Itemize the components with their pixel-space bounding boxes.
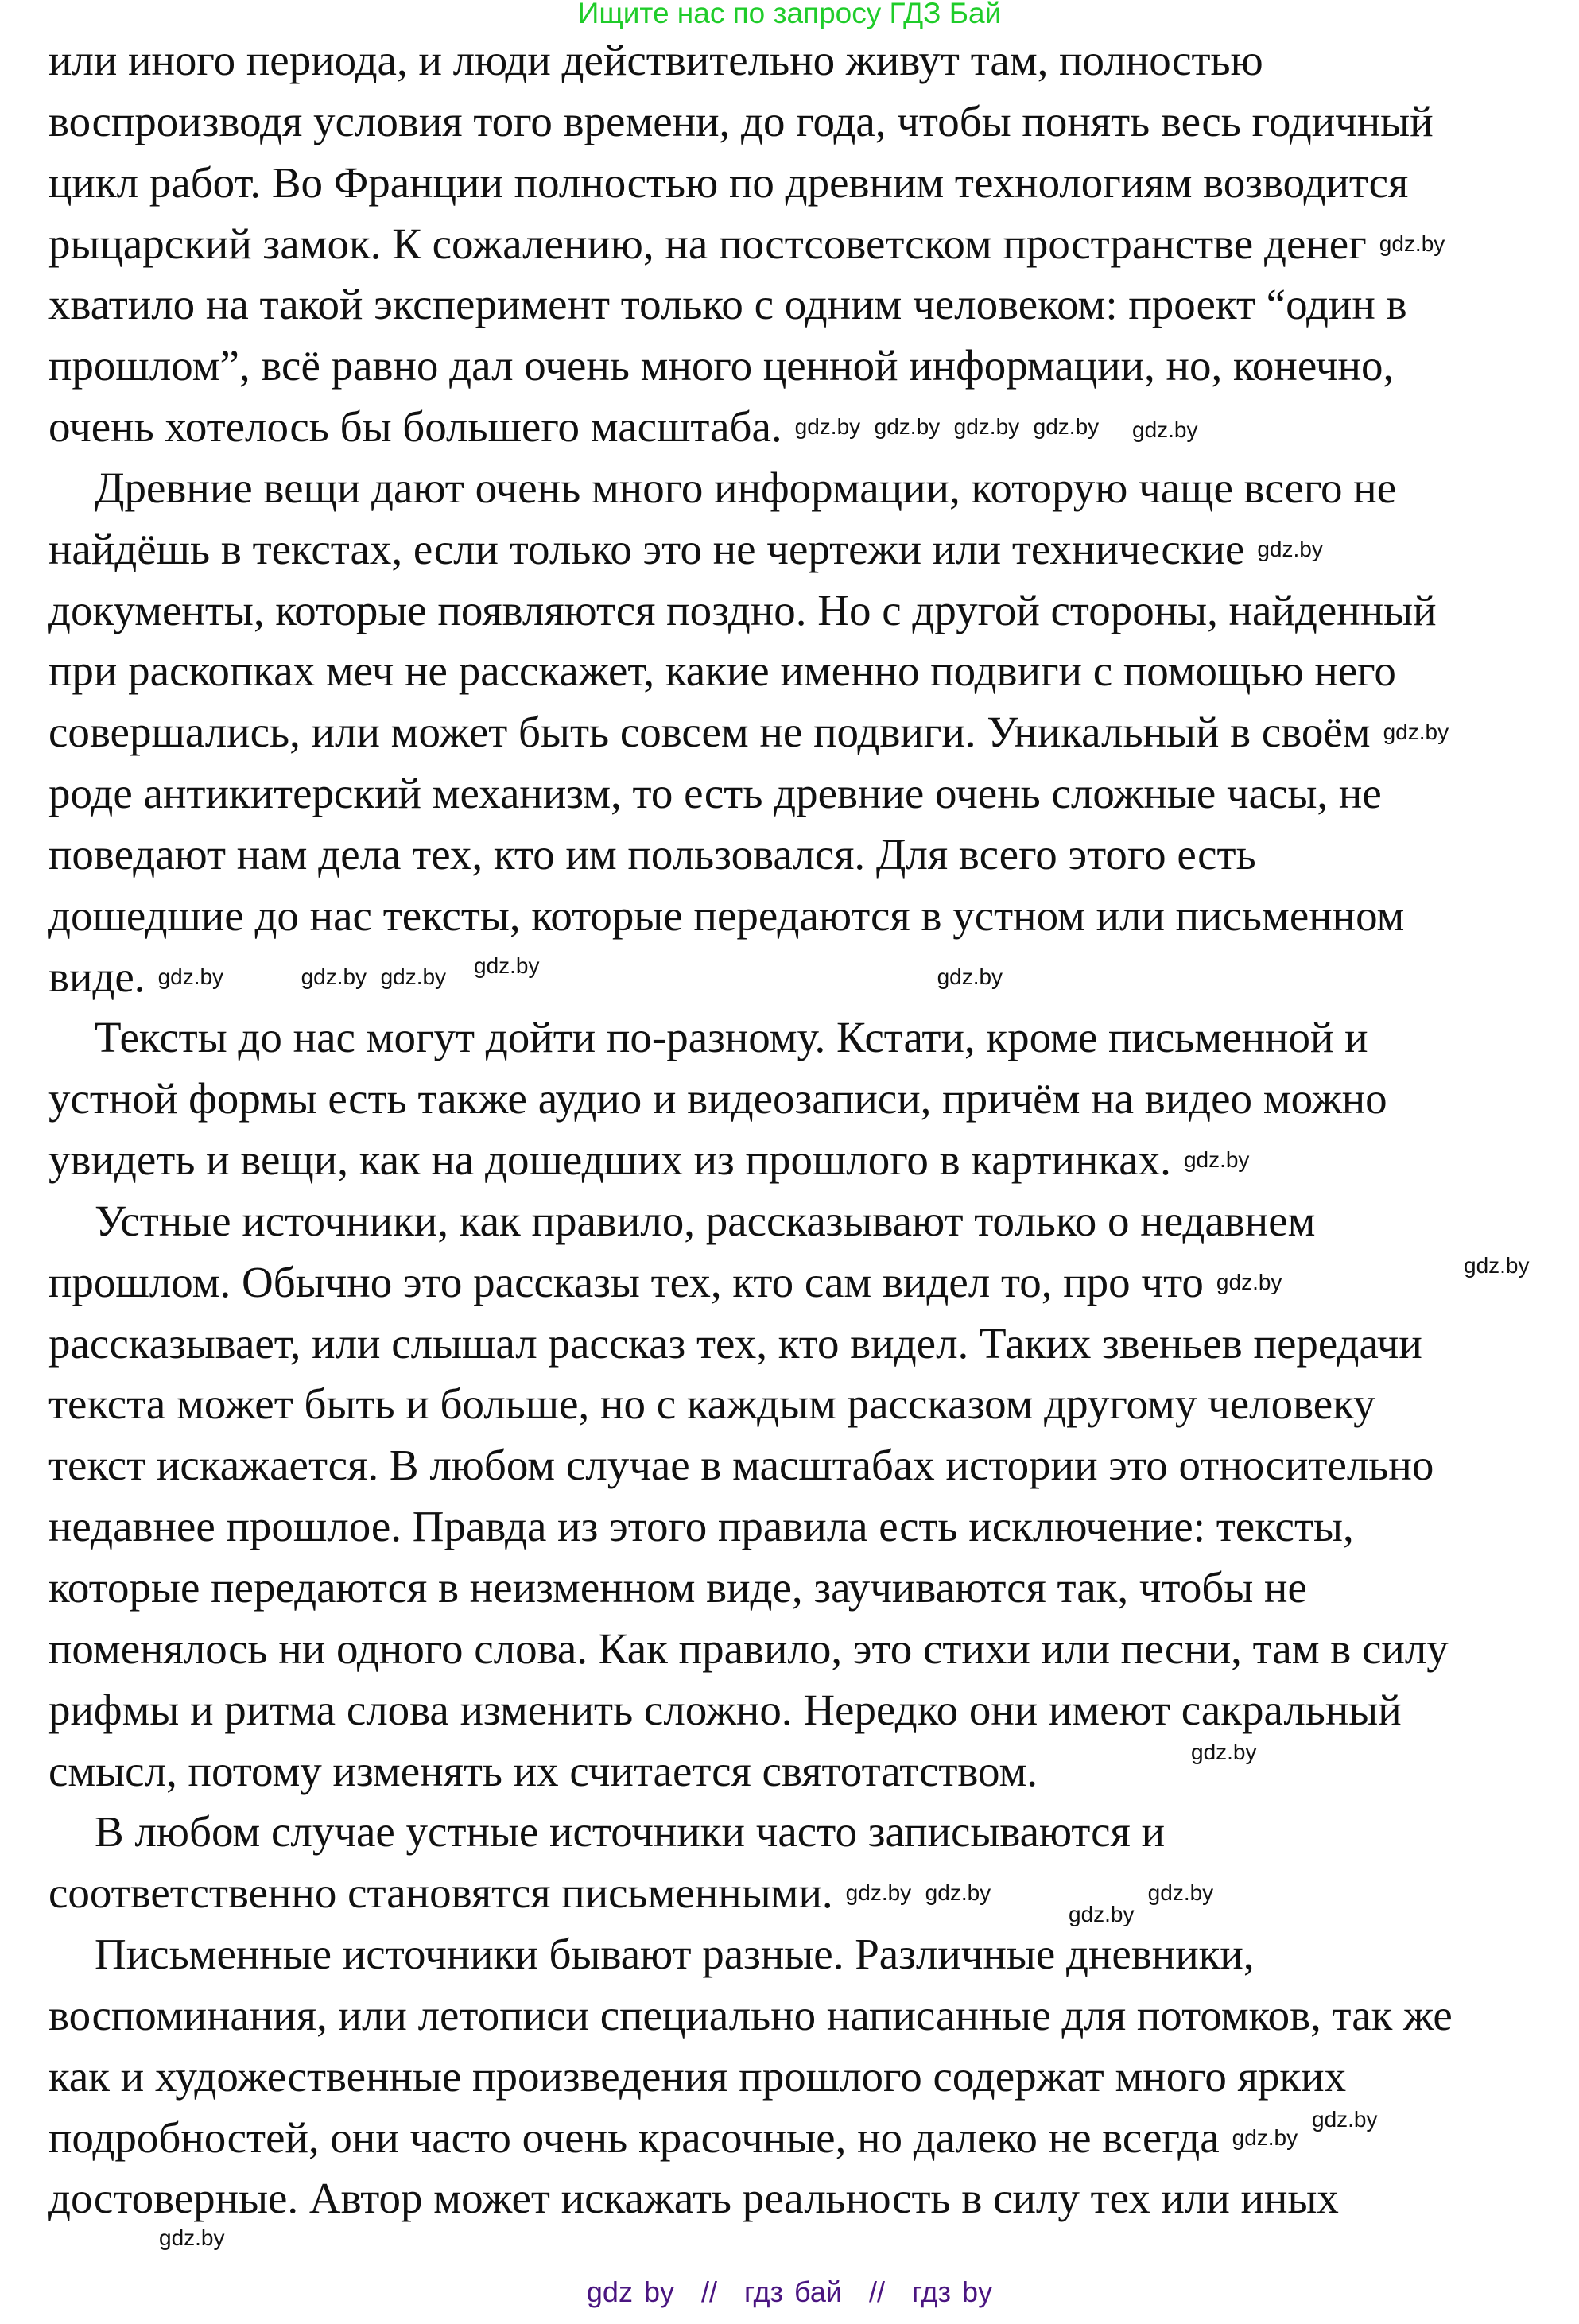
footer-part: гдз by [912, 2276, 993, 2308]
text-line: найдёшь в текстах, если только это не чертежи или технические [48, 524, 1245, 573]
footer-separator: // [869, 2276, 886, 2308]
watermark: gdz.by [1379, 231, 1445, 256]
footer-part: гдз бай [744, 2276, 842, 2308]
text-line: поменялось ни одного слова. Как правило, это стихи или песни, там в силу [48, 1624, 1449, 1673]
text-line: рассказывает, или слышал рассказ тех, кто видел. Таких звеньев передачи [48, 1318, 1422, 1368]
watermark: gdz.by [1183, 1147, 1250, 1173]
text-line: как и художественные произведения прошлого содержат много ярких [48, 2051, 1347, 2101]
text-line: устной формы есть также аудио и видеозаписи, причём на видео можно [48, 1074, 1387, 1123]
footer-part: gdz by [586, 2276, 674, 2308]
watermark: gdz.by [157, 964, 224, 989]
watermark: gdz.by [1464, 1253, 1530, 1278]
text-line: поведают нам дела тех, кто им пользовался. Для всего этого есть [48, 829, 1256, 879]
watermark: gdz.by [937, 964, 1003, 989]
text-line: прошлом”, всё равно дал очень много ценной информации, но, конечно, [48, 341, 1395, 390]
text-line: текст искажается. В любом случае в масштабах истории это относительно [48, 1441, 1434, 1490]
text-line: виде. [48, 952, 145, 1001]
watermark: gdz.by [380, 964, 447, 989]
watermark: gdz.by [1216, 1269, 1282, 1294]
watermark: gdz.by [874, 414, 941, 440]
text-line: воспоминания, или летописи специально написанные для потомков, так же [48, 1990, 1453, 2039]
watermark: gdz.by [1069, 1902, 1135, 1926]
watermark: gdz.by [1383, 720, 1449, 745]
text-line: текста может быть и больше, но с каждым рассказом другому человеку [48, 1379, 1375, 1429]
text-line: соответственно становятся письменными. [48, 1868, 833, 1918]
watermark: gdz.by [845, 1880, 912, 1906]
footer-watermark [0, 2276, 1579, 2309]
text-line: Древние вещи дают очень много информации, которую чаще всего не [95, 463, 1397, 512]
text-line: увидеть и вещи, как на дошедших из прошлого в картинках. [48, 1135, 1171, 1185]
watermark: gdz.by [159, 2225, 225, 2250]
text-line: прошлом. Обычно это рассказы тех, кто сам видел то, про что [48, 1257, 1204, 1306]
text-line: достоверные. Автор может искажать реальность в силу тех или иных [48, 2174, 1339, 2223]
watermark: gdz.by [1257, 536, 1323, 561]
watermark: gdz.by [925, 1880, 991, 1906]
text-line: цикл работ. Во Франции полностью по древним технологиям возводится [48, 157, 1409, 207]
text-line: воспроизводя условия того времени, до года, чтобы понять весь годичный [48, 96, 1434, 145]
text-line: совершались, или может быть совсем не подвиги. Уникальный в своём [48, 708, 1371, 757]
text-line: смысл, потому изменять их считается святотатством. [48, 1746, 1038, 1795]
footer-separator: // [701, 2276, 718, 2308]
watermark: gdz.by [301, 964, 367, 989]
watermark: gdz.by [1312, 2107, 1378, 2132]
text-line: Тексты до нас могут дойти по-разному. Кстати, кроме письменной и [95, 1013, 1368, 1062]
text-line: или иного периода, и люди действительно живут там, полностью [48, 36, 1263, 84]
watermark: gdz.by [794, 414, 861, 440]
watermark: gdz.by [1232, 2124, 1298, 2150]
text-line: очень хотелось бы большего масштаба. [48, 402, 782, 452]
text-line: Письменные источники бывают разные. Различные дневники, [95, 1930, 1255, 1979]
text-line: документы, которые появляются поздно. Но с другой стороны, найденный [48, 585, 1437, 634]
watermark: gdz.by [1191, 1740, 1257, 1764]
text-line: подробностей, они часто очень красочные, но далеко не всегда [48, 2113, 1220, 2162]
watermark: gdz.by [1132, 417, 1198, 442]
text-line: хватило на такой эксперимент только с одним человеком: проект “один в [48, 280, 1407, 329]
text-line: дошедшие до нас тексты, которые передаются в устном или письменном [48, 890, 1405, 940]
watermark: gdz.by [1147, 1880, 1214, 1906]
text-line: Устные источники, как правило, рассказывают только о недавнем [95, 1196, 1316, 1245]
watermark: gdz.by [953, 414, 1020, 440]
text-line: недавнее прошлое. Правда из этого правила есть исключение: тексты, [48, 1502, 1354, 1551]
watermark: gdz.by [1033, 414, 1100, 440]
text-line: при раскопках меч не расскажет, какие именно подвиги с помощью него [48, 646, 1396, 696]
text-line: рыцарский замок. К сожалению, на постсоветском пространстве денег [48, 219, 1367, 268]
text-line: В любом случае устные источники часто записываются и [95, 1807, 1166, 1856]
search-hint-banner: Ищите нас по запросу ГДЗ Бай [577, 0, 1002, 29]
text-line: рифмы и ритма слова изменить сложно. Нередко они имеют сакральный [48, 1685, 1402, 1734]
text-line: которые передаются в неизменном виде, заучиваются так, чтобы не [48, 1563, 1307, 1612]
watermark: gdz.by [474, 953, 540, 978]
text-line: роде антикитерский механизм, то есть древние очень сложные часы, не [48, 769, 1382, 818]
